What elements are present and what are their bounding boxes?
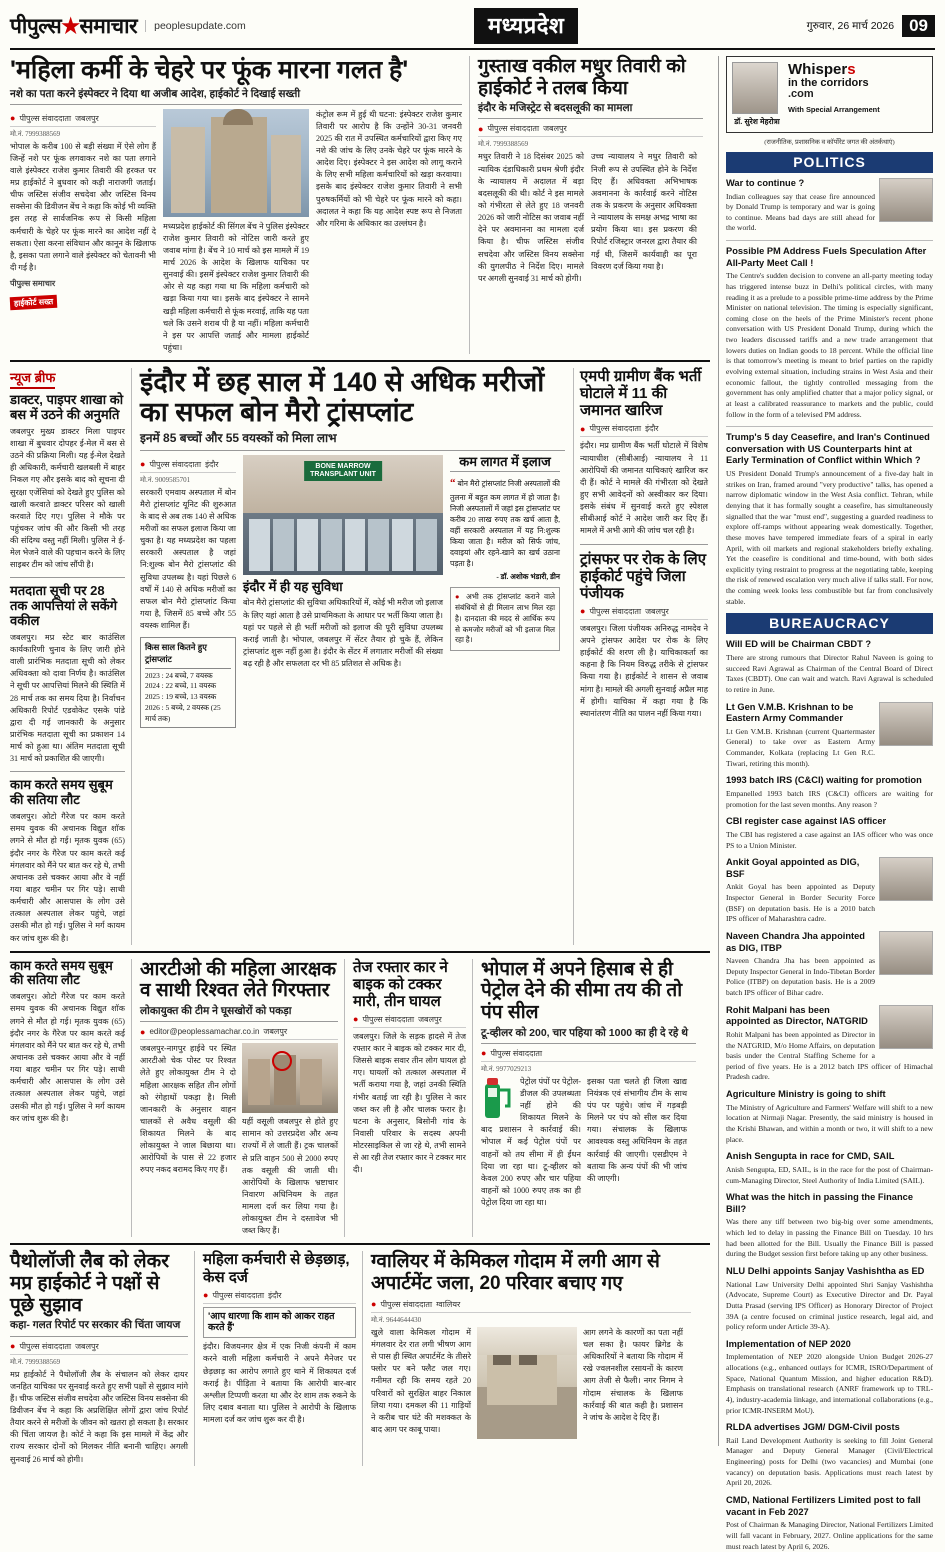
rail-item-body: Indian colleagues say that cease fire announced by Donald Trump is temporary and war is going to continue. Means bad days are still ahead for the world. (726, 191, 875, 233)
rail-item (726, 639, 933, 695)
rail-item (726, 1151, 933, 1186)
bullet-icon: ● (353, 1014, 359, 1025)
thumbnail-photo (879, 1005, 933, 1049)
story-headline: आरटीओ की महिला आरक्षक व साथी रिश्वत लेते गिरफ्तार (140, 958, 337, 1002)
story-col-2: आग लगने के कारणों का पता नहीं चल सका है। फायर ब्रिगेड के अधिकारियों ने बताया कि गोदाम में रखे ज्वलनशील रसायनों के कारण आग तेजी से फैली। नगर निगम ने गोदाम संचालक के खिलाफ कार्रवाई की बात कही है। प्रशासन ने जांच के आदेश दे दिए हैं। (583, 1327, 683, 1422)
bullet-icon: ● (140, 459, 146, 470)
section-header-bureaucracy: BUREAUCRACY (726, 613, 933, 634)
story-col-2: यहीं वसूली जबलपुर से होते हुए सामान को उत्तरप्रदेश और अन्य राज्यों में ले जाती हैं। ट्रक चालकों से प्रति वाहन 500 से 2000 रुपए तक वसूली की जाती थी। आरोपियों के खिलाफ भ्रष्टाचार निवारण अधिनियम के तहत मामला दर्ज कर लिया गया है। लोकायुक्त टीम ने दस्तावेज भी जब्त किए हैं। (242, 1117, 338, 1236)
story-photo-highcourt (163, 109, 309, 217)
story-hc-woman (10, 56, 470, 354)
main-content (10, 56, 710, 1464)
story-body: इंदौर। विजयनगर क्षेत्र में एक निजी कंपनी में काम करने वाली महिला कर्मचारी ने अपने मैनेजर पर छेड़छाड़ का आरोप लगाते हुए थाने में शिकायत दर्ज कराई है। पीड़िता ने बताया कि आरोपी बार-बार अश्लील टिप्पणी करता था और देर शाम तक रुकने के लिए दबाव बनाता था। पुलिस ने आरोपी के खिलाफ मामला दर्ज कर जांच शुरू कर दी है। (203, 1342, 356, 1425)
byline-author: पीपुल्स संवाददाता (212, 1290, 265, 1300)
byline (10, 113, 156, 127)
story-headline: गुस्ताख वकील मधुर तिवारी को हाईकोर्ट ने तलब किया (478, 56, 686, 99)
whispers-logo (788, 62, 927, 101)
rail-item-body: The Ministry of Agriculture and Farmers' Welfare will shift to a new location at Nirmaji Nagar. Presently, the said ministry is housed in the Krishi Bhawan, and within a month or two, it will shift to a new place. (726, 1102, 933, 1144)
story-col-1: जबलपुर-नागपुर हाईवे पर स्थित आरटीओ चेक पोस्ट पर रिश्वत लेते हुए लोकायुक्त टीम ने दो महिला आरक्षक सहित तीन लोगों को रंगेहाथों पकड़ा है। मिली जानकारी के अनुसार वाहन चालकों से अवैध वसूली की शिकायत मिलने के बाद लोकायुक्त ने जाल बिछाया था। आरोपियों के पास से 22 हजार रुपए नकद बरामद किए गए हैं। (140, 1044, 236, 1175)
bullet-icon: ● (203, 1290, 209, 1301)
story-col-1: खुले वाला केमिकल गोदाम में मंगलवार देर रात लगी भीषण आग से पास ही स्थित अपार्टमेंट के तीसरे फ्लोर पर बने फ्लैट जल गए। गनीमत रही कि समय रहते 20 परिवारों को सुरक्षित बाहर निकाल लिया गया। दमकल की 11 गाड़ियों ने करीब चार घंटे की मशक्कत के बाद आग पर काबू पाया। (371, 1327, 471, 1434)
brief-body: जबलपुर। मप्र स्टेट बार काउंसिल कार्यकारिणी चुनाव के लिए जारी होने वाली प्रारंभिक मतदाता सूची को लेकर अधिवक्ता को दावा निर्णय है। काउंसिल ने सूची पर आपत्तियां मिलने की स्थिति में 28 मार्च तक का समय दिया है। निर्वाचन अधिकारी रिपोर्ट एडवोकेट एसके पांडे द्वारा दी गई जानकारी के अनुसार प्रारंभिक मतदाता सूची का प्रकाशन 14 मार्च को हुआ था। अंतिम मतदाता सूची 31 मार्च को प्रकाशित की जाएगी। (10, 632, 125, 764)
quote-text: बोन मैरो ट्रांसप्लांट निजी अस्पतालों की तुलना में बहुत कम लागत में हो जाता है। निजी अस्पतालों में जहां इस ट्रांसप्लांट पर करीब 20 लाख रुपए तक खर्च आता है, वहीं सरकारी अस्पताल में यह नि:शुल्क किया जाता है। मरीज को सिर्फ जांच, दवाइयां और रहने-खाने का खर्च उठाना पड़ता है। (450, 479, 560, 569)
story-col-2: उच्च न्यायालय ने मधुर तिवारी को निजी रूप से उपस्थित होने के निर्देश दिए हैं। अधिवक्ता अभिभाषक अवमानना के कार्रवाई करने नोटिस तक के प्रकरण के अनुसार अधिवक्ता ने न्यायालय के समक्ष अभद्र भाषा का प्रयोग किया था। इस प्रकरण की रिपोर्ट रजिस्ट्रार जनरल द्वारा तैयार की गई थी, जिसमें कार्यवाही का पूरा विवरण दर्ज किया गया है। (591, 152, 697, 271)
whispers-branding-box (726, 56, 933, 133)
table-row: 2024 : 22 बच्चे, 11 वयस्क (145, 681, 217, 691)
bullet-icon: ● (10, 113, 16, 124)
story-body: जबलपुर। जिले के सड़क हादसे में तेज रफ्तार कार ने बाइक को टक्कर मार दी, जिससे बाइक सवार तीन लोग घायल हो गए। घायलों को तत्काल अस्पताल में भर्ती कराया गया है, जहां उनकी स्थिति गंभीर बताई जा रही है। पुलिस ने कार जब्त कर ली है और चालक फरार है। घटना के अनुसार, बिसोनी गांव के निवासी परिवार के सदस्य अपनी मोटरसाइकिल से जा रहे थे, तभी सामने से आ रही तेज रफ्तार कार ने टक्कर मार दी। (353, 1031, 466, 1175)
rail-item-title: Rohit Malpani has been appointed as Director, NATGRID (726, 1004, 868, 1027)
byline (580, 423, 708, 437)
rail-item (726, 931, 933, 999)
bullet-icon: ● (478, 123, 484, 134)
table-row: 2026 : 5 बच्चे, 2 वयस्क (25 मार्च तक) (145, 702, 221, 723)
table-title: किस साल कितने हुए ट्रांसप्लांट (145, 641, 231, 668)
rail-item-body: Rohit Malpani has been appointed as Director in the NATGRID, M/o Home Affairs, on deputation basis under the Central Staffing Scheme for a period of five years. He is a 2012 batch IPS officer of Himachal Pradesh cadre. (726, 1029, 933, 1082)
table-row: 2025 : 19 बच्चे, 13 वयस्क (145, 692, 217, 702)
masthead-right (807, 15, 935, 37)
news-brief-badge: न्यूज ब्रीफ (10, 368, 55, 389)
masthead-left (10, 12, 246, 40)
bullet-icon: ● (140, 1026, 146, 1037)
story-subhead: कहा- गलत रिपोर्ट पर सरकार की चिंता जायज (10, 1319, 188, 1336)
right-rail (718, 56, 933, 1551)
rail-item-body: Ankit Goyal has been appointed as Deputy Inspector General in Border Security Force (BSF) on deputation basis. He is a 2010 batch IPS officer of Maharashtra cadre. (726, 882, 875, 924)
rail-item-body: National Law University Delhi appointed Shri Sanjay Vashishtha (Advocate, Supreme Court) as Executive Director and Dr. Payal Dutta Prasad (serving IPS Officer) as Honorary Director of Project 39A (a centre focused on criminal justice research, legal aid, and policy reform under Article 39-A). (726, 1279, 933, 1332)
bullet-icon: ● (580, 423, 586, 434)
byline-place: इंदौर (205, 459, 219, 469)
thumbnail-photo (879, 702, 933, 746)
story-col-3: कंट्रोल रूम में हुई थी घटना: इंस्पेक्टर राजेश कुमार तिवारी पर आरोप है कि उन्होंने 30-31 जनवरी 2025 की रात में उपस्थित कर्मचारियों द्वारा किए गए नशे की जांच के लिए उनके चेहरे पर फूंक मारने के आदेश दिए। इंस्पेक्टर ने इस आदेश को लागू कराने के लिए सभी महिला कर्मचारियों को खड़ा करवाया। इसके बाद इंस्पेक्टर राजेश कुमार तिवारी ने सभी पुरुषकर्मियों को भी चेहरे पर फूंक मारने को कहा। अदालत ने कहा कि यह आदेश स्पष्ट रूप से निजता और गरिमा के अधिकार का उल्लंघन है। (316, 109, 462, 228)
story-col-2: इसका पता चलते ही जिला खाद्य नियंत्रक एवं संभागीय टीम के साथ पंप पर पहुंचे। जांच में गड़बड़ी मिलने पर पंप को सील कर दिया गया। संचालक के खिलाफ आवश्यक वस्तु अधिनियम के तहत कार्रवाई की जाएगी। एसडीएम ने बताया कि अन्य पंपों की भी जांच की जाएगी। (587, 1076, 687, 1183)
story-chemical-fire (371, 1251, 691, 1465)
rail-item (726, 432, 933, 607)
bullet-icon: ● (371, 1299, 377, 1310)
lead-subhead: इनमें 85 बच्चों और 55 वयस्कों को मिला लाभ (140, 431, 565, 451)
rail-item (726, 178, 933, 234)
byline-place: जबलपुर (418, 1014, 442, 1024)
byline-mobile: मो.नं. 7999388569 (10, 1357, 61, 1366)
rail-item-body: Naveen Chandra Jha has been appointed as Deputy Inspector General in Indo-Tibetan Border Police (ITBP) on deputation basis. He is a 2009 batch IPS officer of Bihar cadre. (726, 956, 875, 998)
byline-author: पीपुल्स संवाददाता (19, 1341, 72, 1351)
rail-item-title: Will ED will be Chairman CBDT ? (726, 639, 872, 650)
brief-item (10, 778, 125, 944)
columnist-photo (732, 62, 778, 114)
byline-place: जबलपुर (75, 113, 99, 123)
rail-item (726, 1089, 933, 1145)
byline-author: पीपुल्स संवाददाता (380, 1299, 433, 1309)
whispers-logo-s: s (847, 61, 856, 78)
brand-tagline: पीपुल्स समाचार (10, 279, 56, 289)
bullet-icon: ● (481, 1048, 487, 1059)
rail-item (726, 702, 933, 770)
byline-author: पीपुल्स संवाददाता (149, 459, 202, 469)
story-col-1: भोपाल के करीब 100 से बड़ी संख्या में ऐसे लोग हैं जिन्हें नशे पर फूंक लगवाकर नशे का पता लगाने वाले इंस्पेक्टर राजेश कुमार तिवारी की हरकत पर मप्र हाईकोर्ट ने बुधवार को कड़ी नाराजगी जताई। चीफ जस्टिस संजीव सचदेवा और जस्टिस विनय सक्सेना की डिवीजन बेंच ने कहा कि कोई भी व्यक्ति इस तरह से सार्वजनिक रूप से किसी महिला कर्मचारी के चेहरे पर फूंक मारने का आदेश नहीं दे सकता। ऐसा करना संविधान और कानून के खिलाफ है, इसका पता लगाने वाले इंस्पेक्टर को चेतावनी भी दी गई है। (10, 141, 156, 273)
bullet-icon: ● (580, 606, 586, 617)
rail-item-title: Lt Gen V.M.B. Krishnan to be Eastern Army Commander (726, 701, 854, 724)
story-subhead: इंदौर के मजिस्ट्रेट से बदसलूकी का मामला (478, 102, 703, 119)
byline-author: पीपुल्स संवाददाता (589, 606, 642, 616)
byline (481, 1048, 696, 1062)
brief-title: मतदाता सूची पर 28 तक आपत्तियां ले सकेंगे वकील (10, 583, 118, 629)
rail-item-title: Possible PM Address Fuels Speculation After All-Party Meet Call ! (726, 246, 927, 268)
story-gramin-bank (580, 368, 708, 537)
logo-star-icon: ★ (61, 15, 80, 38)
columnist-name: डॉ. सुरेश मेहरोत्रा (734, 117, 780, 126)
rail-item-title: Anish Sengupta in race for CMD, SAIL (726, 1151, 895, 1162)
rail-item-title: Trump's 5 day Ceasefire, and Iran's Continued conversation with US Counterparts hint at Early Termination of Conflict within Which ? (726, 432, 930, 466)
bmtu-sign-label: BONE MARROW TRANSPLANT UNIT (304, 461, 382, 482)
brief-item (10, 393, 125, 571)
logo-left-text: पीपुल्स (10, 15, 62, 38)
masthead (10, 8, 935, 50)
lead-sub-headline: इंदौर में ही यह सुविधा (243, 578, 343, 594)
whispers-logo-line3: .com (788, 88, 814, 101)
rail-item-title: NLU Delhi appoints Sanjay Vashishtha as ED (726, 1265, 925, 1276)
thumbnail-photo (879, 931, 933, 975)
highlight-circle-icon (272, 1051, 292, 1071)
note-text: अभी तक ट्रांसप्लांट कराने वाले संबंधियों से ही मिलान लाभ मिल रहा है। दानदाता की मदद से आर्थिक रूप से कमजोर मरीजों को भी इलाज मिल रहा है। (455, 592, 556, 645)
rail-item-body: Empanelled 1993 batch IRS (C&CI) officers are waiting for promotion for the last seven months. Any reason ? (726, 788, 933, 809)
story-body: इंदौर। मप्र ग्रामीण बैंक भर्ती घोटाले में विशेष न्यायाधीश (सीबीआई) न्यायालय ने 11 आरोपियों की जमानत याचिकाएं खारिज कर दी हैं। कोर्ट ने मामले की गंभीरता को देखते हुए सभी आवेदनों को अस्वीकार कर दिया। इसके संबंध में सुनवाई करते हुए स्पेशल सीबीआई कोर्ट ने आदेश जारी कर दिए हैं। मामले में अभी आगे की जांच चल रही है। (580, 441, 708, 536)
note-bullet-icon: ● (455, 592, 462, 602)
byline-place: जबलपुर (645, 606, 669, 616)
lead-headline: इंदौर में छह साल में 140 से अधिक मरीजों का सफल बोन मैरो ट्रांसप्लांट (140, 367, 545, 427)
byline-mobile: मो.नं. 9977029213 (481, 1064, 532, 1073)
byline-author: पीपुल्स संवाददाता (589, 424, 642, 434)
pullquote-title: 'आप धारणा कि शाम को आकर राहत करते हैं' (208, 1310, 335, 1333)
transplant-year-table (140, 637, 236, 728)
rail-item-body: The Centre's sudden decision to convene an all-party meeting today has triggered intense buzz in Delhi's political circles, with many reading it as a prelude to a possible prime-time address by the Prime Minister on national television. The timing is especially significant, coming close on the heels of the Prime Minister's recent phone conversation with US President Donald Trump, during which the two leaders discussed tariffs and a new trade arrangement that lowers duties on Indian goods to 18 percent. While the official line is that tomorrow's meeting is meant to brief parties on the rapidly evolving external situation, including strains in West Asia and their economic fallout, the tightly controlled messaging from the government has only amplified chatter that a major policy signal, or at least a calibrated reassurance to markets and the public, could follow in the form of a televised PM address. (726, 271, 933, 419)
story-photo-arrest (242, 1043, 338, 1113)
rail-item-title: War to continue ? (726, 177, 805, 188)
byline-place: ग्वालियर (436, 1299, 461, 1309)
publication-logo (10, 12, 137, 40)
rail-item (726, 816, 933, 851)
rail-item-title: Implementation of NEP 2020 (726, 1338, 851, 1349)
brief-item (10, 584, 125, 765)
rail-item (726, 1422, 933, 1489)
rail-item (726, 1192, 933, 1260)
lead-story (140, 368, 565, 944)
rail-item-title: 1993 batch IRS (C&CI) waiting for promotion (726, 775, 922, 786)
byline (203, 1290, 356, 1304)
rail-item-body: The CBI has registered a case against an IAS officer who was once PS to a Union Minister. (726, 829, 933, 850)
story-pathology-lab (10, 1251, 195, 1465)
quote-box-title: कम लागत में इलाज (450, 455, 560, 473)
rail-item (726, 246, 933, 420)
rail-item-title: CMD, National Fertilizers Limited post to fall vacant in Feb 2027 (726, 1495, 921, 1517)
rail-item-body: Was there any tiff between two big-big over some amendments, which led to delay in passing the Finance Bill on Tuesday. 10 hrs had been allotted for the Bill. Usually the Finance Bill is passed during the Budget session first before taking up any other business. (726, 1217, 933, 1259)
story-registrar-transfer (580, 551, 708, 720)
rail-item (726, 1495, 933, 1552)
rail-item-body: Anish Sengupta, ED, SAIL, is in the race for the post of Chairman-cum-Managing Director, Steel Authority of India Limited (SAIL). (726, 1164, 933, 1185)
rail-item-title: Naveen Chandra Jha appointed as DIG, ITBP (726, 930, 865, 953)
rail-item-title: Agriculture Ministry is going to shift (726, 1089, 886, 1100)
rail-item-title: What was the hitch in passing the Finance Bill? (726, 1192, 913, 1214)
story-headline: ग्वालियर में केमिकल गोदाम में लगी आग से अपार्टमेंट जला, 20 परिवार बचाए गए (371, 1251, 660, 1295)
brief-body: जबलपुर मुख्य डाक्टर मिला पाइपर शाखा में बुधवार दोपहर ई-मेल में बस से उठने की प्रक्रिया मिली। यह ई-मेल देखते ही अधिकारी, कर्मचारी खलबली में बाहर निकल गए और इसके बाद को सूचना दी सुरक्षा एजेंसियां को देखते हुए पुलिस को खाली करवाते डाक्टर परिसर को खाली करवाते दिए गए। पुलिस ने मौके पर पहुंचकर जांच की और किसी भी तरह की संदिग्ध वस्तु नहीं मिली। पुलिस ने ई-मेल भेजने वाले की पहचान करने के लिए साइबर टीम को जांच सौंपी है। (10, 426, 125, 570)
story-body: मप्र हाईकोर्ट ने पैथोलॉजी लैब के संचालन को लेकर दायर जनहित याचिका पर सुनवाई करते हुए सभी पक्षों से सुझाव मांगे हैं। चीफ जस्टिस संजीव सचदेवा और जस्टिस विनय सक्सेना की डिवीजन बेंच ने कहा कि अप्रशिक्षित लोगों द्वारा जांच रिपोर्ट तैयार करने से मरीजों के जीवन को खतरा हो सकता है। सरकार की चिंता जायज है। कोर्ट ने कहा कि इस मामले में केंद्र और राज्य सरकार दोनों को मिलकर नीति बनानी चाहिए। अगली सुनवाई 26 मार्च को होगी। (10, 1369, 188, 1464)
story-headline: 'महिला कर्मी के चेहरे पर फूंक मारना गलत है' (10, 56, 409, 84)
brief-title: काम करते समय सुबूम की सतिया लौट (10, 957, 113, 988)
brief-title: काम करते समय सुबूम की सतिया लौट (10, 777, 113, 808)
lead-photo-bmt-team (243, 455, 443, 575)
story-body: जबलपुर। जिला पंजीयक अनिरुद्ध नामदेव ने अपने ट्रांसफर आदेश पर रोक के लिए हाईकोर्ट की शरण ली है। याचिकाकर्ता का कहना है कि नियम विरुद्ध तरीके से ट्रांसफर किया गया है। हाईकोर्ट ने शासन से जवाब मांगा है। मामले की अगली सुनवाई अप्रैल माह में होगी। याचिका में कहा गया है कि स्थानांतरण नीति का पालन नहीं किया गया। (580, 623, 708, 718)
thumbnail-photo (879, 857, 933, 901)
rail-item-body: US President Donald Trump's announcement of a five-day halt in strikes on Iran, framed around "very productive" talks, has opened a narrow diplomatic window in the West Asia conflict. Tehran, while denying that it has formally sought a ceasefire, has simultaneously signalled that the war "must end", suggesting a guarded readiness to explore off-ramps without appearing weak domestically. Together, these moves have tempered immediate fears of a spiral in early April, with oil markets and regional stakeholders briefly exhaling. Yet the ceasefire is conditional and time-bound, with both sides explicitly tying restraint to progress at the negotiating table, keeping the risk of renewed escalation very much alive if talks stall. For now, the coming week looks less combustible but far from conclusively stable. (726, 469, 933, 606)
rail-item-body: There are strong rumours that Director Rahul Naveen is going to succeed Ravi Agrawal as Chairman of the Central Board of Direct Taxes (CBDT). One can wait and watch. Ravi Agrawal is scheduled to retire in June. (726, 653, 933, 694)
rail-item (726, 1339, 933, 1416)
brief-continued-column (10, 959, 132, 1238)
byline (371, 1299, 691, 1313)
rail-item-body: Post of Chairman & Managing Director, National Fertilizers Limited will fall vacant in February, 2027. Online applications for the same must reach latest by April 6, 2026. (726, 1520, 933, 1551)
thumbnail-photo (879, 178, 933, 222)
byline-mobile: मो.नं. 7999388569 (10, 129, 61, 138)
lead-quote (450, 476, 560, 569)
story-subhead: लोकायुक्त की टीम ने घूसखोरों को पकड़ा (140, 1005, 338, 1022)
lead-col-2: बोन मैरो ट्रांसप्लांट की सुविधा अधिकारियों में, कोई भी मरीज जो इलाज के लिए यहां आता है उसे प्राथमिकता के आधार पर भर्ती किया जाता है। यहां पर पहले से ही भर्ती मरीजों को इलाज की पूरी सुविधा उपलब्ध कराई जाती है। भोपाल, जबलपुर में सेंटर तैयार हो चुके हैं, लेकिन ट्रांसप्लांट शुरू नहीं हुआ है। इंदौर के सेंटर में लगातार मरीजों की संख्या बढ़ रही है और सफलता दर भी 85 प्रतिशत से अधिक है। (243, 598, 443, 669)
section-header-politics: POLITICS (726, 152, 933, 173)
quote-mark-icon: “ (450, 477, 456, 490)
status-badge: हाईकोर्ट सख्त (10, 295, 58, 310)
story-headline: एमपी ग्रामीण बैंक भर्ती घोटाले में 11 की जमानत खारिज (580, 368, 702, 420)
byline-place: इंदौर (268, 1290, 282, 1300)
byline-place: जबलपुर (75, 1341, 99, 1351)
byline (140, 1026, 338, 1040)
whispers-subtitle: (राजनीतिक, प्रशासनिक व कॉर्पोरेट जगत की अंतर्कथाएं) (764, 139, 895, 146)
story-headline: ट्रांसफर पर रोक के लिए हाईकोर्ट पहुंचे जिला पंजीयक (580, 550, 707, 602)
brief-title: डाक्टर, पाइपर शाखा को बस में उठने की अनुमति (10, 392, 124, 422)
byline (478, 123, 703, 137)
story-subhead: नशे का पता करने इंस्पेक्टर ने दिया था अजीब आदेश, हाईकोर्ट ने दिखाई सख्ती (10, 88, 462, 105)
byline-author: पीपुल्स संवाददाता (19, 113, 72, 123)
story-petrol-pump (481, 959, 696, 1238)
story-headline: महिला कर्मचारी से छेड़छाड़, केस दर्ज (203, 1251, 350, 1286)
story-harassment-case (203, 1251, 363, 1465)
rail-item (726, 857, 933, 925)
website-url[interactable]: peoplesupdate.com (145, 20, 246, 32)
byline (580, 606, 708, 620)
story-car-crash (353, 959, 473, 1238)
story-lawyer-summoned (478, 56, 703, 354)
side-stories-column (573, 368, 708, 944)
story-headline: भोपाल में अपने हिसाब से ही पेट्रोल देने की सीमा तय की तो पंप सील (481, 958, 683, 1023)
story-col-2: मध्यप्रदेश हाईकोर्ट की सिंगल बेंच ने पुलिस इंस्पेक्टर राजेश कुमार तिवारी को नोटिस जारी करते हुए जवाब मांगा है। बेंच ने 10 मार्च को इस मामले में 19 मार्च 2026 के आदेश के खिलाफ याचिका पर सुनवाई की। इसमें इंस्पेक्टर राजेश कुमार तिवारी की ओर से यह कहा गया था कि महिला कर्मचारी को खड़ा किया गया था। इसके बाद इंस्पेक्टर ने सामने खड़ी महिला कर्मचारी से फूंक मरवाई, ताकि यह पता चले कि उसने शराब पी है या नहीं। महिला कर्मचारी ने इस पर आपत्ति जताई और मामला हाईकोर्ट पहुंचा। (163, 221, 309, 353)
news-brief-column (10, 368, 132, 944)
story-headline: तेज रफ्तार कार ने बाइक को टक्कर मारी, तीन घायल (353, 958, 448, 1010)
byline-place: इंदौर (645, 424, 659, 434)
byline-author: पीपुल्स संवाददाता (490, 1048, 543, 1058)
byline-place: जबलपुर (543, 124, 567, 134)
story-col-1: पेट्रोल पंपों पर पेट्रोल-डीजल की उपलब्धता नहीं होने की शिकायत मिलने के बाद प्रशासन ने कार्रवाई की। भोपाल में कई पेट्रोल पंपों पर वाहनों को तय सीमा में ही ईंधन दिया जा रहा था। टू-व्हीलर को केवल 200 रुपए और चार पहिया वाहनों को 1000 रुपए तक का ही पेट्रोल दिया जा रहा था। (481, 1076, 581, 1208)
byline-author: पीपुल्स संवाददाता (487, 124, 540, 134)
story-subhead: टू-व्हीलर को 200, चार पहिया को 1000 का ही दे रहे थे (481, 1027, 696, 1044)
story-rto-bribe (140, 959, 345, 1238)
rail-item-body: Lt Gen V.M.B. Krishnan (current Quartermaster General) to take over as Eastern Army Commander, Kolkata (replacing Lt Gen R.C. Tiwari, retiring this month). (726, 726, 875, 768)
issue-date: गुरुवार, 26 मार्च 2026 (806, 20, 895, 32)
pullquote-box (203, 1307, 356, 1339)
byline-mobile: मो.नं. 9644644430 (371, 1315, 422, 1324)
lead-col-1: सरकारी एमवाय अस्पताल में बोन मैरो ट्रांसप्लांट यूनिट की शुरुआत के बाद से अब तक 140 से अधिक मरीजों का सफल इलाज किया जा चुका है। यह मध्यप्रदेश का पहला सरकारी अस्पताल है जहां नि:शुल्क बोन मैरो ट्रांसप्लांट की सुविधा उपलब्ध है। यहां पिछले 6 वर्षों में 140 से अधिक मरीजों का सफल बोन मैरो ट्रांसप्लांट किया गया है, जिसमें 85 बच्चे और 55 वयस्क शामिल हैं। (140, 487, 236, 631)
fuel-nozzle-icon (481, 1076, 515, 1120)
bullet-icon: ● (10, 1341, 16, 1352)
rail-item (726, 1005, 933, 1083)
story-col-1: मधुर तिवारी ने 18 दिसंबर 2025 को न्यायिक दंडाधिकारी प्रथम श्रेणी इंदौर के न्यायालय में अदालत में बड़ा बदसलूकी की थी। कोर्ट ने इस मामले को गंभीरता से लेते हुए 18 जनवरी 2026 को जारी नोटिस का जवाब नहीं देने पर अवमानना का मामला दर्ज किया है। चीफ जस्टिस संजीव सचदेवा और जस्टिस विनय सक्सेना की युगलपीठ ने निर्देश दिए। मामले पर अगली सुनवाई 31 मार्च को होगी। (478, 152, 584, 283)
byline (140, 459, 236, 473)
table-row: 2023 : 24 बच्चे, 7 वयस्क (145, 670, 213, 680)
byline (353, 1014, 466, 1028)
byline-email[interactable]: editor@peoplessamachar.co.in (149, 1027, 260, 1037)
logo-right-text: समाचार (79, 15, 138, 38)
story-headline: पैथोलॉजी लैब को लेकर मप्र हाईकोर्ट ने पक्षों से पूछे सुझाव (10, 1251, 170, 1316)
rail-item-title: Ankit Goyal appointed as DIG, BSF (726, 857, 860, 879)
rail-item-title: CBI register case against IAS officer (726, 816, 887, 827)
edition-name: मध्यप्रदेश (474, 8, 578, 44)
brief-body: जबलपुर। ओटो गैरेज पर काम करते समय युवक की अचानक विद्युत शॉक लगने से मौत हो गई। मृतक युवक (65) इंदौर नगर के गैरेज पर काम करते कई मंगलवार को मैंने पर बात कर रहे थे, तभी अचानक उसे चक्कर आया और वे नहीं गया बाहर चमीन पर गिर पड़े। साथी कर्मचारी और आसपास के लोग उसे तत्काल अस्पताल लेकर पहुंचे, जहां उसकी मौत हो गई। पुलिस ने मर्ग कायम कर जांच शुरू की है। (10, 992, 125, 1123)
quote-author: - डॉ. अशोक भंडारी, डीन (496, 572, 560, 582)
byline (10, 1341, 188, 1355)
brief-body: जबलपुर। ओटो गैरेज पर काम करते समय युवक की अचानक विद्युत शॉक लगने से मौत हो गई। मृतक युवक (65) इंदौर नगर के गैरेज पर काम करते कई मंगलवार को मैंने पर बात कर रहे थे, तभी अचानक उसे चक्कर आया और वे नहीं गया बाहर चमीन पर गिर पड़े। साथी कर्मचारी और आसपास के लोग उसे तत्काल अस्पताल लेकर पहुंचे, जहां उसकी मौत हो गई। पुलिस ने मर्ग कायम कर जांच शुरू की है। (10, 812, 125, 943)
whispers-logo-line2: in the corridors (788, 76, 869, 89)
rail-item-body: Rail Land Development Authority is seeking to fill Joint General Manager and Deputy General Manager (Civil/Electrical Engineering) posts for Delhi (two vacancies) and Mumbai (one vacancy) on deputation basis. Applications must reach latest by April 20, 2026. (726, 1435, 933, 1488)
whispers-logo-line1: Whisper (788, 61, 848, 78)
lead-note-box (450, 587, 560, 651)
rail-item (726, 1266, 933, 1333)
rail-item (726, 775, 933, 810)
whispers-arrangement: With Special Arrangement (788, 104, 880, 114)
rail-item-body: Implementation of NEP 2020 alongside Union Budget 2026-27 allocations (e.g., enhanced outlays for ICMR, ISRO/Department of Space, National Quantum Mission, and higher education R&D). Emphasis on translational research (ANRF framework up to TRL-4), industry-academia linkage, and international collaborations (e.g., prior ICMR-INSERM MoU). (726, 1352, 933, 1415)
byline-place: जबलपुर (263, 1027, 288, 1037)
page-number: 09 (902, 15, 935, 37)
byline-mobile: मो.नं. 9009585701 (140, 475, 191, 484)
story-photo-fire (477, 1327, 577, 1439)
byline-author: पीपुल्स संवाददाता (362, 1014, 415, 1024)
byline-mobile: मो.नं. 7999388569 (478, 140, 529, 149)
rail-item-title: RLDA advertises JGM/ DGM-Civil posts (726, 1422, 900, 1433)
